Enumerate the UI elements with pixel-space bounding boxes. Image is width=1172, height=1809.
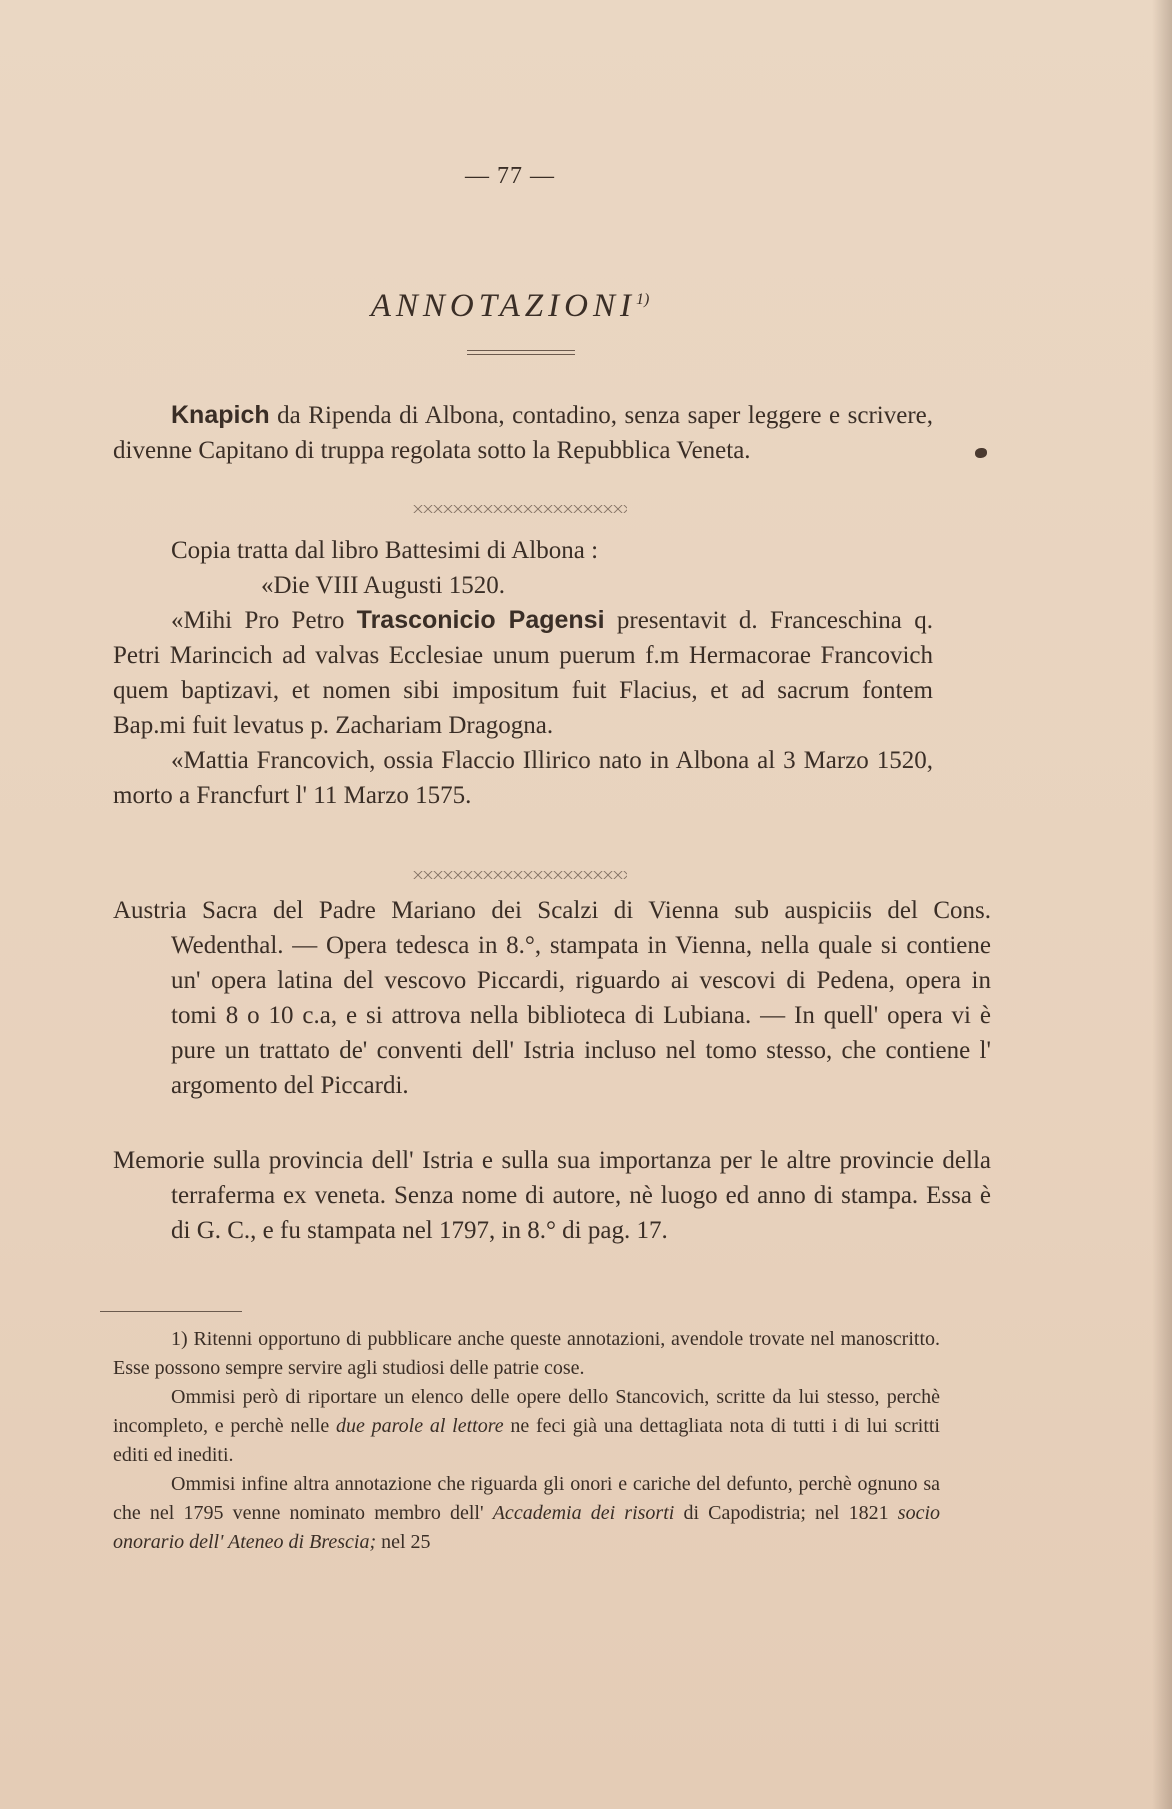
footnote-2-italic: due parole al lettore bbox=[336, 1415, 504, 1437]
footnote-block bbox=[113, 1325, 940, 1557]
heading-title: ANNOTAZIONI bbox=[370, 288, 636, 324]
ink-blot bbox=[975, 448, 987, 458]
footnote-rule bbox=[100, 1311, 242, 1312]
entry-baptism-record bbox=[113, 533, 933, 813]
footnote-3-mid: di Capodistria; nel 1821 bbox=[674, 1502, 898, 1524]
page-number: — 77 — bbox=[465, 163, 555, 189]
footnote-paragraph-3 bbox=[113, 1470, 940, 1557]
footnote-3-italic-1: Accademia dei risorti bbox=[492, 1502, 675, 1524]
entry-text: da Ripenda di Albona, contadino, senza saper leggere e scrivere, divenne Capitano di truppa regolata sotto la Repubblica Veneta. bbox=[113, 402, 933, 464]
record-line-3-name: Trasconicio Pagensi bbox=[356, 606, 605, 634]
record-line-4: «Mattia Francovich, ossia Flaccio Illirico nato in Albona al 3 Marzo 1520, morto a Francfurt l' 11 Marzo 1575. bbox=[113, 747, 933, 809]
record-line-1: Copia tratta dal libro Battesimi di Albona : bbox=[171, 537, 599, 564]
wavy-separator bbox=[413, 505, 627, 513]
heading-footnote-mark: 1) bbox=[635, 291, 650, 308]
record-line-3-pre: «Mihi Pro Petro bbox=[171, 607, 357, 634]
wavy-separator-2 bbox=[413, 871, 627, 879]
entry-austria-sacra: Austria Sacra del Padre Mariano dei Scalzi di Vienna sub auspiciis del Cons. Wedenthal. — Opera tedesca in 8.°, stampata in Vienna, nella quale si contiene un' opera latina del vescovo Piccardi, riguardo ai vescovi di Pedena, opera in tomi 8 o 10 c.a, e si attrova nella biblioteca di Lubiana. — In quell' opera vi è pure un trattato de' conventi dell' Istria incluso nel tomo stesso, che contiene l' argomento del Piccardi. bbox=[113, 897, 991, 1099]
heading-double-rule bbox=[467, 350, 575, 355]
page-heading bbox=[0, 288, 1020, 325]
entry-name: Knapich bbox=[171, 401, 270, 429]
record-line-3 bbox=[113, 603, 933, 743]
entry-memorie: Memorie sulla provincia dell' Istria e sulla sua importanza per le altre provincie della terraferma ex veneta. Senza nome di autore, nè luogo ed anno di stampa. Essa è di G. C., e fu stampata nel 1797, in 8.° di pag. 17. bbox=[113, 1147, 991, 1244]
footnote-paragraph-1: 1) Ritenni opportuno di pubblicare anche queste annotazioni, avendole trovate nel manoscritto. Esse possono sempre servire agli studiosi delle patrie cose. bbox=[113, 1328, 940, 1379]
entry-knapich bbox=[113, 398, 933, 468]
footnote-2-pre: Ommisi però di riportare un elenco delle opere dello Stancovich, scritte da lui stesso, perchè incompleto, e perchè nelle bbox=[113, 1386, 940, 1437]
footnote-paragraph-2 bbox=[113, 1383, 940, 1470]
page-edge-shadow bbox=[1152, 0, 1172, 1809]
record-line-3-post: presentavit d. Franceschina q. Petri Marincich ad valvas Ecclesiae unum puerum f.m Hermacorae Francovich quem baptizavi, et nomen sibi impositum fuit Flacius, et ad sacrum fontem Bap.mi fuit levatus p. Zachariam Dragogna. bbox=[113, 607, 933, 739]
footnote-3-italic-2: socio onorario dell' Ateneo di Brescia; bbox=[113, 1502, 940, 1553]
footnote-2-post: ne feci già una dettagliata nota di tutti i di lui scritti editi ed inediti. bbox=[113, 1415, 940, 1466]
record-line-2: «Die VIII Augusti 1520. bbox=[261, 572, 505, 599]
footnote-3-pre: Ommisi infine altra annotazione che riguarda gli onori e cariche del defunto, perchè ognuno sa che nel 1795 venne nominato membro dell' bbox=[113, 1473, 940, 1524]
footnote-3-post: nel 25 bbox=[376, 1531, 431, 1553]
